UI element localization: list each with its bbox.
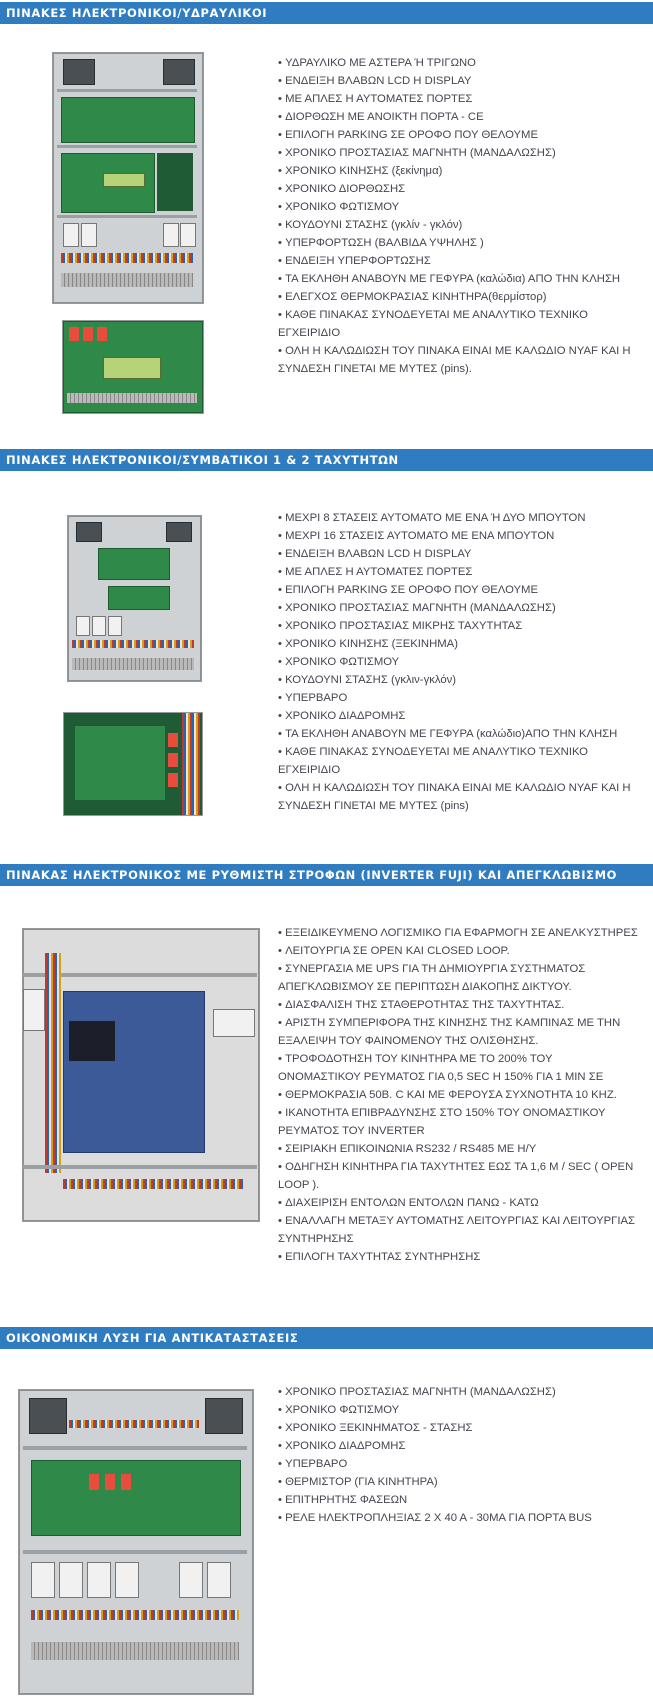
list-item: • ΔΙΑΧΕΙΡΙΣΗ ΕΝΤΟΛΩΝ ΕΝΤΟΛΩΝ ΠΑΝΩ - ΚΑΤΩ [278,1194,638,1212]
feature-list-economic [278,1383,638,1527]
list-item: • ΟΛΗ Η ΚΑΛΩΔΙΩΣΗ ΤΟΥ ΠΙΝΑΚΑ ΕΙΝΑΙ ΜΕ ΚΑΛΩΔΙΟ NYAF ΚΑΙ Η ΣΥΝΔΕΣΗ ΓΙΝΕΤΑΙ ΜΕ ΜΥΤΕΣ (pins). [278,342,638,378]
list-item: • ΕΠΙΛΟΓΗ ΤΑΧΥΤΗΤΑΣ ΣΥΝΤΗΡΗΣΗΣ [278,1248,638,1266]
list-item: • ΤΡΟΦΟΔΟΤΗΣΗ ΤΟΥ ΚΙΝΗΤΗΡΑ ΜΕ ΤΟ 200% ΤΟΥ ΟΝΟΜΑΣΤΙΚΟΥ ΡΕΥΜΑΤΟΣ ΓΙΑ 0,5 SEC Η 150% ΓΙΑ 1 MIN ΣΕ [278,1050,638,1086]
list-item: • ΚΑΘΕ ΠΙΝΑΚΑΣ ΣΥΝΟΔΕΥΕΤΑΙ ΜΕ ΑΝΑΛΥΤΙΚΟ ΤΕΧΝΙΚΟ ΕΓΧΕΙΡΙΔΙΟ [278,743,638,779]
hydraulic-board-photo [62,320,204,414]
list-item: • ΕΠΙΛΟΓΗ PARKING ΣΕ ΟΡΟΦΟ ΠΟΥ ΘΕΛΟΥΜΕ [278,126,638,144]
section-title: ΠΙΝΑΚΕΣ ΗΛΕΚΤΡΟΝΙΚΟΙ/ΥΔΡΑΥΛΙΚΟΙ [6,6,268,20]
section-header-inverter [0,864,653,886]
feature-list-inverter [278,924,638,1266]
list-item: • ΤΑ ΕΚΛΗΘΗ ΑΝΑΒΟΥΝ ΜΕ ΓΕΦΥΡΑ (καλώδια) ΑΠΟ ΤΗΝ ΚΛΗΣΗ [278,270,638,288]
list-item: • ΧΡΟΝΙΚΟ ΦΩΤΙΣΜΟΥ [278,653,638,671]
list-item: • ΕΛΕΓΧΟΣ ΘΕΡΜΟΚΡΑΣΙΑΣ ΚΙΝΗΤΗΡΑ(θερμίστορ) [278,288,638,306]
section-title: ΟΙΚΟΝΟΜΙΚΗ ΛΥΣΗ ΓΙΑ ΑΝΤΙΚΑΤΑΣΤΑΣΕΙΣ [6,1331,299,1345]
list-item: • ΧΡΟΝΙΚΟ ΔΙΑΔΡΟΜΗΣ [278,707,638,725]
list-item: • ΚΟΥΔΟΥΝΙ ΣΤΑΣΗΣ (γκλιν-γκλόν) [278,671,638,689]
feature-list-conventional [278,509,638,815]
list-item: • ΜΕ ΑΠΛΕΣ Η ΑΥΤΟΜΑΤΕΣ ΠΟΡΤΕΣ [278,563,638,581]
list-item: • ΧΡΟΝΙΚΟ ΠΡΟΣΤΑΣΙΑΣ ΜΑΓΝΗΤΗ (ΜΑΝΔΑΛΩΣΗΣ) [278,599,638,617]
list-item: • ΕΝΔΕΙΞΗ ΒΛΑΒΩΝ LCD Η DISPLAY [278,72,638,90]
section-header-conventional [0,449,653,471]
list-item: • ΜΕΧΡΙ 16 ΣΤΑΣΕΙΣ ΑΥΤΟΜΑΤΟ ΜΕ ΕΝΑ ΜΠΟΥΤΟΝ [278,527,638,545]
list-item: • ΕΝΑΛΛΑΓΗ ΜΕΤΑΞΥ ΑΥΤΟΜΑΤΗΣ ΛΕΙΤΟΥΡΓΙΑΣ ΚΑΙ ΛΕΙΤΟΥΡΓΙΑΣ ΣΥΝΤΗΡΗΣΗΣ [278,1212,638,1248]
list-item: • ΕΠΙΤΗΡΗΤΗΣ ΦΑΣΕΩΝ [278,1491,638,1509]
list-item: • ΕΝΔΕΙΞΗ ΥΠΕΡΦΟΡΤΩΣΗΣ [278,252,638,270]
list-item: • ΜΕ ΑΠΛΕΣ Η ΑΥΤΟΜΑΤΕΣ ΠΟΡΤΕΣ [278,90,638,108]
list-item: • ΣΕΙΡΙΑΚΗ ΕΠΙΚΟΙΝΩΝΙΑ RS232 / RS485 ΜΕ Η/Υ [278,1140,638,1158]
section-title: ΠΙΝΑΚΕΣ ΗΛΕΚΤΡΟΝΙΚΟΙ/ΣΥΜΒΑΤΙΚΟΙ 1 & 2 ΤΑΧΥΤΗΤΩΝ [6,453,399,467]
list-item: • ΛΕΙΤΟΥΡΓΙΑ ΣΕ OPEN ΚΑΙ CLOSED LOOP. [278,942,638,960]
list-item: • ΘΕΡΜΙΣΤΟΡ (ΓΙΑ ΚΙΝΗΤΗΡΑ) [278,1473,638,1491]
list-item: • ΟΛΗ Η ΚΑΛΩΔΙΩΣΗ ΤΟΥ ΠΙΝΑΚΑ ΕΙΝΑΙ ΜΕ ΚΑΛΩΔΙΟ NYAF ΚΑΙ Η ΣΥΝΔΕΣΗ ΓΙΝΕΤΑΙ ΜΕ ΜΥΤΕΣ (pins) [278,779,638,815]
list-item: • ΧΡΟΝΙΚΟ ΠΡΟΣΤΑΣΙΑΣ ΜΑΓΝΗΤΗ (ΜΑΝΔΑΛΩΣΗΣ) [278,1383,638,1401]
list-item: • ΧΡΟΝΙΚΟ ΞΕΚΙΝΗΜΑΤΟΣ - ΣΤΑΣΗΣ [278,1419,638,1437]
list-item: • ΑΡΙΣΤΗ ΣΥΜΠΕΡΙΦΟΡΑ ΤΗΣ ΚΙΝΗΣΗΣ ΤΗΣ ΚΑΜΠΙΝΑΣ ΜΕ ΤΗΝ ΕΞΑΛΕΙΨΗ ΤΟΥ ΦΑΙΝΟΜΕΝΟΥ ΤΗΣ ΟΛΙΣΘΗΣΗΣ. [278,1014,638,1050]
list-item: • ΕΝΔΕΙΞΗ ΒΛΑΒΩΝ LCD Η DISPLAY [278,545,638,563]
section-header-economic [0,1327,653,1349]
list-item: • ΧΡΟΝΙΚΟ ΠΡΟΣΤΑΣΙΑΣ ΜΑΓΝΗΤΗ (ΜΑΝΔΑΛΩΣΗΣ) [278,144,638,162]
list-item: • ΕΠΙΛΟΓΗ PARKING ΣΕ ΟΡΟΦΟ ΠΟΥ ΘΕΛΟΥΜΕ [278,581,638,599]
list-item: • ΕΞΕΙΔΙΚΕΥΜΕΝΟ ΛΟΓΙΣΜΙΚΟ ΓΙΑ ΕΦΑΡΜΟΓΗ ΣΕ ΑΝΕΛΚΥΣΤΗΡΕΣ [278,924,638,942]
section-title: ΠΙΝΑΚΑΣ ΗΛΕΚΤΡΟΝΙΚΟΣ ΜΕ ΡΥΘΜΙΣΤΗ ΣΤΡΟΦΩΝ (INVERTER FUJI) ΚΑΙ ΑΠΕΓΚΛΩΒΙΣΜΟ [6,868,617,882]
list-item: • ΜΕΧΡΙ 8 ΣΤΑΣΕΙΣ ΑΥΤΟΜΑΤΟ ΜΕ ΕΝΑ Ή ΔΥΟ ΜΠΟΥΤΟΝ [278,509,638,527]
list-item: • ΧΡΟΝΙΚΟ ΔΙΟΡΘΩΣΗΣ [278,180,638,198]
list-item: • ΧΡΟΝΙΚΟ ΔΙΑΔΡΟΜΗΣ [278,1437,638,1455]
list-item: • ΥΠΕΡΒΑΡΟ [278,689,638,707]
conventional-panel-photo [67,515,202,682]
list-item: • ΣΥΝΕΡΓΑΣΙΑ ΜΕ UPS ΓΙΑ ΤΗ ΔΗΜΙΟΥΡΓΙΑ ΣΥΣΤΗΜΑΤΟΣ ΑΠΕΓΚΛΩΒΙΣΜΟΥ ΣΕ ΠΕΡΙΠΤΩΣΗ ΔΙΑΚΟΠΗΣ ΔΙΚΤΥΟΥ. [278,960,638,996]
list-item: • ΧΡΟΝΙΚΟ ΚΙΝΗΣΗΣ (ΞΕΚΙΝΗΜΑ) [278,635,638,653]
list-item: • ΟΔΗΓΗΣΗ ΚΙΝΗΤΗΡΑ ΓΙΑ ΤΑΧΥΤΗΤΕΣ ΕΩΣ ΤΑ 1,6 M / SEC ( OPEN LOOP ). [278,1158,638,1194]
list-item: • ΔΙΑΣΦΑΛΙΣΗ ΤΗΣ ΣΤΑΘΕΡΟΤΗΤΑΣ ΤΗΣ ΤΑΧΥΤΗΤΑΣ. [278,996,638,1014]
list-item: • ΚΟΥΔΟΥΝΙ ΣΤΑΣΗΣ (γκλίν - γκλόν) [278,216,638,234]
list-item: • ΙΚΑΝΟΤΗΤΑ ΕΠΙΒΡΑΔΥΝΣΗΣ ΣΤΟ 150% ΤΟΥ ΟΝΟΜΑΣΤΙΚΟΥ ΡΕΥΜΑΤΟΣ ΤΟΥ INVERTER [278,1104,638,1140]
list-item: • ΤΑ ΕΚΛΗΘΗ ΑΝΑΒΟΥΝ ΜΕ ΓΕΦΥΡΑ (καλώδιο)ΑΠΟ ΤΗΝ ΚΛΗΣΗ [278,725,638,743]
list-item: • ΥΠΕΡΒΑΡΟ [278,1455,638,1473]
list-item: • ΘΕΡΜΟΚΡΑΣΙΑ 50Β. C ΚΑΙ ΜΕ ΦΕΡΟΥΣΑ ΣΥΧΝΟΤΗΤΑ 10 KHZ. [278,1086,638,1104]
list-item: • ΔΙΟΡΘΩΣΗ ΜΕ ΑΝΟΙΚΤΗ ΠΟΡΤΑ - CE [278,108,638,126]
conventional-board-photo [63,712,203,816]
list-item: • ΧΡΟΝΙΚΟ ΦΩΤΙΣΜΟΥ [278,1401,638,1419]
list-item: • ΧΡΟΝΙΚΟ ΦΩΤΙΣΜΟΥ [278,198,638,216]
hydraulic-panel-photo [52,52,204,304]
economic-panel-photo [18,1389,254,1695]
list-item: • ΥΔΡΑΥΛΙΚΟ ΜΕ ΑΣΤΕΡΑ Ή ΤΡΙΓΩΝΟ [278,54,638,72]
list-item: • ΥΠΕΡΦΟΡΤΩΣΗ (ΒΑΛΒΙΔΑ ΥΨΗΛΗΣ ) [278,234,638,252]
list-item: • ΡΕΛΕ ΗΛΕΚΤΡΟΠΛΗΞΙΑΣ 2 Χ 40 Α - 30ΜΑ ΓΙΑ ΠΟΡΤΑ BUS [278,1509,638,1527]
list-item: • ΚΑΘΕ ΠΙΝΑΚΑΣ ΣΥΝΟΔΕΥΕΤΑΙ ΜΕ ΑΝΑΛΥΤΙΚΟ ΤΕΧΝΙΚΟ ΕΓΧΕΙΡΙΔΙΟ [278,306,638,342]
list-item: • ΧΡΟΝΙΚΟ ΚΙΝΗΣΗΣ (ξεκίνημα) [278,162,638,180]
inverter-panel-photo [22,928,260,1222]
list-item: • ΧΡΟΝΙΚΟ ΠΡΟΣΤΑΣΙΑΣ ΜΙΚΡΗΣ ΤΑΧΥΤΗΤΑΣ [278,617,638,635]
section-header-hydraulic [0,2,653,24]
feature-list-hydraulic [278,54,638,378]
